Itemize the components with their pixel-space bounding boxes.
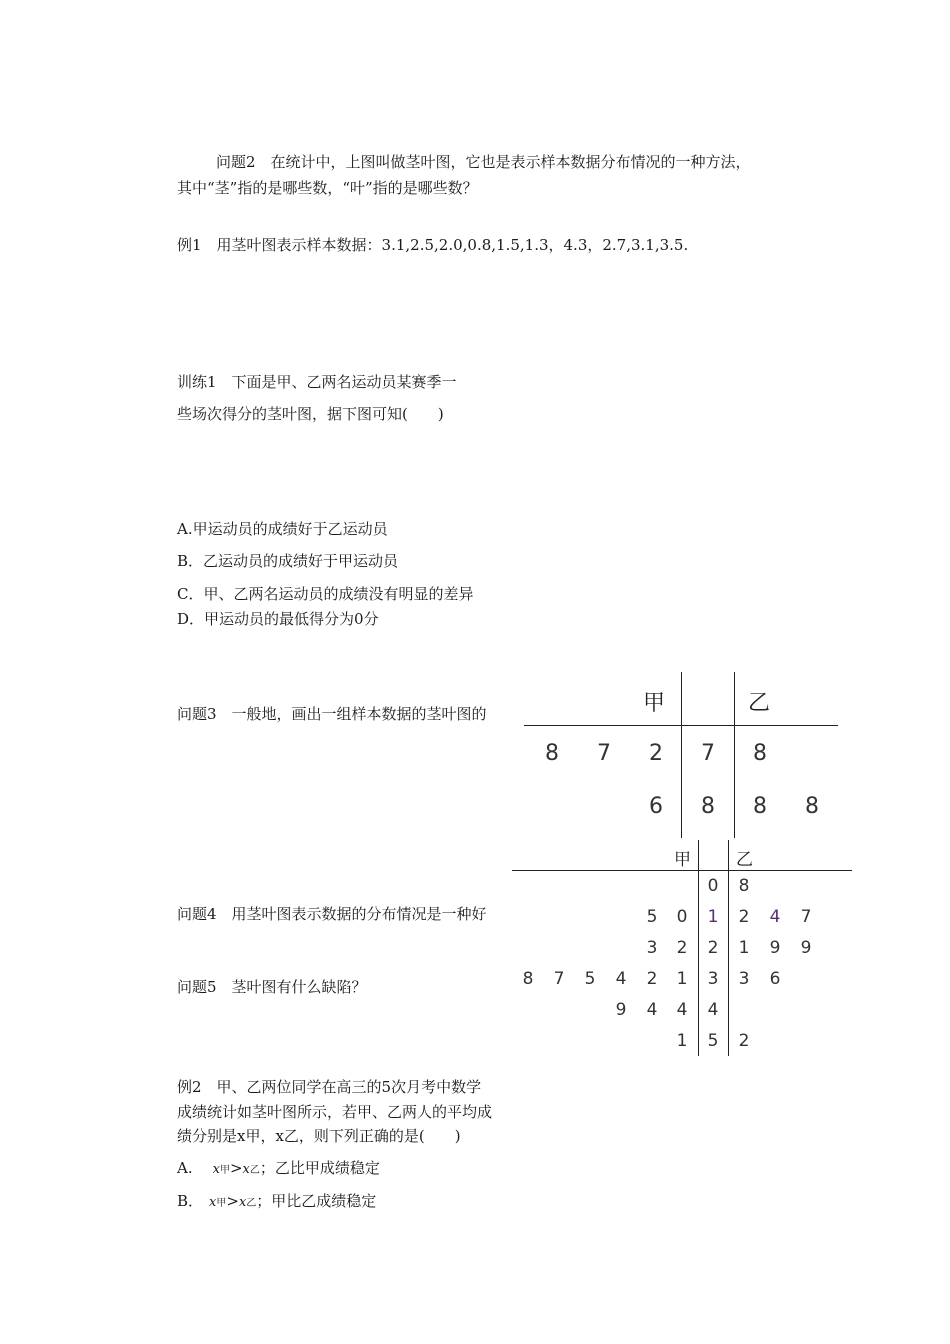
- stem-leaf-2-leaf: 0: [676, 907, 688, 927]
- option-c: C．甲、乙两名运动员的成绩没有明显的差异: [177, 585, 474, 603]
- option-2-b-op: >: [226, 1192, 239, 1210]
- option-2-a-x1: x: [212, 1162, 220, 1177]
- stem-leaf-2-right-divider: [728, 840, 729, 1056]
- question-5: 问题5 茎叶图有什么缺陷？: [177, 978, 367, 996]
- stem-leaf-2-stem: 3: [707, 969, 719, 989]
- stem-leaf-1-leaf: 8: [545, 741, 559, 766]
- stem-leaf-2-left-divider: [698, 840, 699, 1056]
- option-2-b-x2: x: [238, 1195, 247, 1210]
- stem-leaf-2-leaf: 9: [769, 938, 781, 958]
- stem-leaf-2-leaf: 4: [769, 907, 781, 927]
- stem-leaf-2-stem: 1: [707, 907, 719, 927]
- stem-leaf-2-leaf: 5: [646, 907, 658, 927]
- example-1: 例1 用茎叶图表示样本数据：3.1,2.5,2.0,0.8,1.5,1.3，4.3，2.7,3.1,3.5.: [177, 236, 689, 254]
- stem-leaf-2-header-rule: [512, 870, 852, 871]
- stem-leaf-2-left-header: 甲: [674, 850, 691, 870]
- question-2-line-1: 问题2 在统计中，上图叫做茎叶图，它也是表示样本数据分布情况的一种方法，: [216, 153, 751, 171]
- stem-leaf-2-leaf: 6: [769, 969, 781, 989]
- question-3: 问题3 一般地，画出一组样本数据的茎叶图的: [177, 705, 487, 723]
- option-2-b-sub2: 乙: [246, 1198, 257, 1209]
- stem-leaf-2-leaf: 1: [676, 969, 688, 989]
- stem-leaf-2-leaf: 7: [800, 907, 812, 927]
- stem-leaf-2-leaf: 7: [553, 969, 565, 989]
- example-2-line-3: 绩分别是x甲，x乙，则下列正确的是( ): [177, 1127, 461, 1145]
- option-2-b-sub1: 甲: [216, 1198, 227, 1209]
- option-2-b-label: B．: [177, 1192, 204, 1210]
- stem-leaf-2-stem: 5: [707, 1031, 719, 1051]
- stem-leaf-1-leaf: 7: [597, 741, 611, 766]
- option-2-a: [177, 1158, 380, 1181]
- stem-leaf-2-leaf: 2: [676, 938, 688, 958]
- stem-leaf-1-left-divider: [681, 672, 682, 838]
- option-a: A.甲运动员的成绩好于乙运动员: [177, 520, 388, 538]
- training-1-line-1: 训练1 下面是甲、乙两名运动员某赛季一: [177, 373, 457, 391]
- stem-leaf-2-leaf: 4: [676, 1000, 688, 1020]
- stem-leaf-1-leaf: 2: [649, 741, 663, 766]
- stem-leaf-2-leaf: 1: [676, 1031, 688, 1051]
- option-2-a-text: ；乙比甲成绩稳定: [259, 1159, 380, 1177]
- option-2-b-text: ；甲比乙成绩稳定: [256, 1192, 377, 1210]
- training-1-line-2: 些场次得分的茎叶图，据下图可知( ): [177, 405, 444, 423]
- stem-leaf-2-stem: 4: [707, 1000, 719, 1020]
- stem-leaf-2-leaf: 4: [615, 969, 627, 989]
- option-2-a-op: >: [229, 1159, 243, 1177]
- stem-leaf-2-stem: 0: [707, 876, 719, 896]
- stem-leaf-2-leaf: 3: [646, 938, 658, 958]
- stem-leaf-1-leaf: 8: [753, 794, 767, 819]
- option-2-a-sub2: 乙: [249, 1165, 260, 1176]
- option-d: D．甲运动员的最低得分为0分: [177, 610, 379, 628]
- stem-leaf-2-leaf: 4: [646, 1000, 658, 1020]
- stem-leaf-1-leaf: 8: [753, 741, 767, 766]
- stem-leaf-2-leaf: 2: [738, 907, 750, 927]
- stem-leaf-2-leaf: 3: [738, 969, 750, 989]
- stem-leaf-2-leaf: 5: [584, 969, 596, 989]
- option-2-a-sub1: 甲: [219, 1165, 230, 1176]
- example-2-line-2: 成绩统计如茎叶图所示，若甲、乙两人的平均成: [177, 1103, 493, 1121]
- stem-leaf-2-leaf: 8: [522, 969, 534, 989]
- stem-leaf-1-stem: 7: [701, 741, 715, 766]
- option-2-b-x1: x: [209, 1195, 217, 1210]
- question-2-line-2: 其中“茎”指的是哪些数，“叶”指的是哪些数？: [177, 179, 478, 197]
- stem-leaf-2-leaf: 1: [738, 938, 750, 958]
- option-b: B．乙运动员的成绩好于甲运动员: [177, 552, 399, 570]
- stem-leaf-1-left-header: 甲: [643, 691, 666, 716]
- stem-leaf-1-stem: 8: [701, 794, 715, 819]
- question-4: 问题4 用茎叶图表示数据的分布情况是一种好: [177, 905, 487, 923]
- stem-leaf-1-right-header: 乙: [748, 691, 771, 716]
- option-2-b: [177, 1191, 376, 1214]
- stem-leaf-1-right-divider: [734, 672, 735, 838]
- stem-leaf-1-leaf: 6: [649, 794, 663, 819]
- stem-leaf-2-leaf: 2: [646, 969, 658, 989]
- stem-leaf-2-right-header: 乙: [736, 850, 753, 870]
- stem-leaf-1-leaf: 8: [805, 794, 819, 819]
- option-2-a-x2: x: [242, 1162, 250, 1177]
- stem-leaf-2-leaf: 9: [615, 1000, 627, 1020]
- stem-leaf-2-leaf: 2: [738, 1031, 750, 1051]
- stem-leaf-2-leaf: 9: [800, 938, 812, 958]
- stem-leaf-2-leaf: 8: [738, 876, 750, 896]
- option-2-a-label: A.: [177, 1159, 193, 1177]
- stem-leaf-2-stem: 2: [707, 938, 719, 958]
- example-2-line-1: 例2 甲、乙两位同学在高三的5次月考中数学: [177, 1078, 482, 1096]
